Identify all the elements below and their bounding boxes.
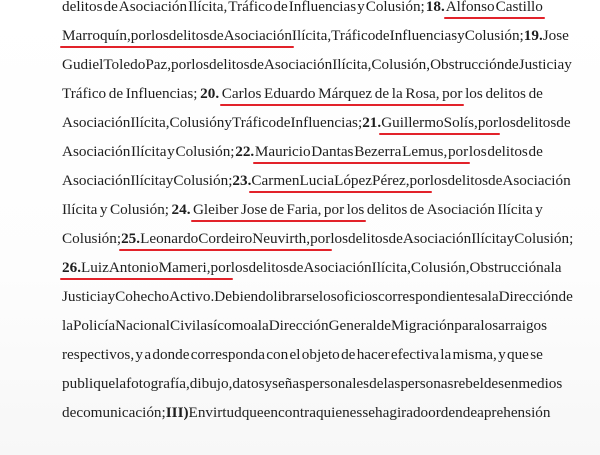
word: y [264,375,273,392]
text-line-content [62,143,543,161]
word: Justicia [62,288,108,305]
word: como [217,317,251,334]
word: efectiva [390,346,439,363]
word: Colusión; [62,230,122,247]
text-line [0,172,600,202]
word: a [144,346,152,363]
word: de [103,0,118,15]
word: señas [272,375,305,392]
word: Ilícita [131,143,167,160]
word: Alfonso [445,0,495,15]
word: los [498,114,516,131]
word: de [504,56,519,73]
text-line-content [62,230,574,248]
word: Asociación [303,259,372,276]
word: Carlos [221,85,262,102]
item-number: 21. [362,114,382,131]
word: Colusión; [514,230,574,247]
word: de [558,288,573,305]
word: quienes [315,404,363,421]
word: la [62,317,73,334]
word: Colusión [169,114,225,131]
word: librarse [273,288,319,305]
word: Marroquín, [62,27,131,44]
word: que [506,346,529,363]
word: misma, [452,346,497,363]
word: Asociación [263,56,333,73]
word: y [564,56,572,73]
word: Activo. [169,288,215,305]
word: y [224,114,232,131]
word: Solís, [443,114,478,131]
text-line-content [62,0,543,16]
word: de [462,404,478,421]
word: Jose [542,27,569,44]
word: delitos [487,143,528,160]
text-line [0,201,600,231]
word: Ilícita [130,172,166,189]
text-line-content [62,114,571,132]
text-line [0,317,600,347]
text-line [0,27,600,57]
word: Dirección [498,288,559,305]
word: rebeldes [453,375,505,392]
word: Mameri, [158,259,211,276]
text-line-content [62,201,543,219]
word: corresponda [190,346,265,363]
word: Eduardo [264,85,316,102]
text-line-content [62,346,543,364]
word: Tráfico [62,85,107,102]
word: delitos [366,201,408,218]
red-underline-annotation [220,104,465,106]
word: Rosa, [405,85,440,102]
word: Toledo [103,56,146,73]
item-number: 18. [425,0,445,15]
word: delitos [62,0,103,15]
word: Neuvirth, [252,230,311,247]
word: en [263,404,278,421]
word: Dirección [268,317,329,334]
item-number: 22. [235,143,255,160]
word: la [440,346,452,363]
text-line-content [62,375,563,393]
word: Colusión; [109,201,170,218]
text-line-content [62,56,572,74]
text-line [0,56,600,86]
word: datos [232,375,265,392]
word: Obstrucción [469,259,544,276]
word: delitos [248,259,289,276]
red-underline-annotation [379,133,500,135]
word: Gudiel [62,56,104,73]
word: Luiz [80,259,109,276]
word: de [341,346,356,363]
word: Asociación [118,0,188,15]
word: Colusión; [365,0,425,15]
word: por [323,201,345,218]
word: Ilícita, [291,27,332,44]
word: de [288,259,304,276]
word: de [528,85,543,102]
red-underline-annotation [253,162,470,164]
word: personales [304,375,370,392]
text-line [0,259,600,289]
word: publique [62,375,116,392]
word: delitos [348,230,389,247]
word: de [376,317,391,334]
word: Migración [391,317,455,334]
word: los [429,172,448,189]
word: Asociación [402,230,472,247]
word: Paz, [145,56,172,73]
word: Jose [240,201,268,218]
word: Obstrucción [430,56,505,73]
word: Debiendo [214,288,274,305]
word: a [251,317,258,334]
word: que [241,404,264,421]
word: para [454,317,481,334]
word: los [318,288,337,305]
word: arraigos [498,317,548,334]
word: los [465,85,483,102]
word: Colusión; [464,27,524,44]
word: En [188,404,206,421]
word: de [108,85,124,102]
word: por [310,230,331,247]
word: Ilícita [471,230,507,247]
word: y [167,143,175,160]
word: la [487,288,499,305]
word: Asociación [502,172,571,189]
word: los [191,56,210,73]
word: de [409,201,425,218]
word: y [535,201,543,218]
text-line [0,404,600,434]
word: de [488,172,503,189]
word: personas [400,375,454,392]
word: delitos [515,114,557,131]
text-line-content [62,317,548,335]
word: Castillo [495,0,543,15]
word: el [289,346,301,363]
word: General [328,317,377,334]
word: Ilícita [62,201,98,218]
word: ha [375,404,390,421]
word: Nacional [115,317,170,334]
word: las [383,375,401,392]
word: Carmen [251,172,300,189]
text-line-content [62,288,573,306]
red-underline-annotation [60,278,233,280]
text-line-content [62,172,571,190]
word: Asociación [426,201,495,218]
word: de [273,0,288,15]
word: contra [277,404,316,421]
red-underline-annotation [119,249,332,251]
text-line-content [62,404,551,422]
word: Asociación [62,143,131,160]
word: por [477,114,499,131]
text-line-content [62,85,543,103]
word: Leonardo [140,230,199,247]
word: Bezerra [354,143,402,160]
text-line [0,143,600,173]
word: Ilícita, [130,114,170,131]
word: Ilícita, [188,0,228,15]
item-number: 23. [232,172,252,189]
word: de [528,143,543,160]
word: Cohecho [115,288,170,305]
item-number: 26. [62,259,81,276]
word: a [480,288,488,305]
word: dibujo, [189,375,233,392]
word: de [556,114,571,131]
text-line-content [62,27,569,45]
word: Policía [72,317,116,334]
item-number: 20. [200,85,220,102]
word: delitos [485,85,526,102]
word: se [362,404,375,421]
word: de [375,27,390,44]
word: Justicia [518,56,565,73]
word: de [249,56,264,73]
word: de [269,201,284,218]
word: fotografía, [126,375,190,392]
word: y [357,0,365,15]
word: Dantas [311,143,354,160]
word: y [498,346,506,363]
word: Influencias; [125,85,198,102]
text-line [0,288,600,318]
word: se [530,346,543,363]
word: y [107,288,116,305]
word: Influencias [288,0,357,15]
word: Tráfico [228,0,273,15]
text-line [0,85,600,115]
word: Civil [169,317,201,334]
word: correspondientes [377,288,481,305]
word: Pérez, [372,172,410,189]
text-line-content [62,259,562,277]
word: Colusión, [410,259,470,276]
word: en [504,375,519,392]
word: Colusión, [371,56,431,73]
word: Márquez [318,85,373,102]
word: Lucia [299,172,335,189]
word: así [200,317,218,334]
word: Mauricio [254,143,311,160]
text-line [0,114,600,144]
word: con [266,346,289,363]
item-number: III) [165,404,189,421]
text-line [0,0,600,28]
text-line [0,346,600,376]
word: Lemus, [402,143,448,160]
word: delitos [447,172,489,189]
red-underline-annotation [249,191,431,193]
word: donde [152,346,190,363]
word: virtud [205,404,242,421]
word: los [346,201,365,218]
word: de [62,404,77,421]
word: de [388,230,403,247]
word: de [369,375,384,392]
word: y [165,172,174,189]
red-underline-annotation [60,46,294,48]
word: delitos [209,56,250,73]
word: respectivos, [62,346,135,363]
word: Tráfico [331,27,376,44]
word: hacer [356,346,390,363]
word: medios [518,375,563,392]
word: Guillermo [381,114,444,131]
word: por [447,143,469,160]
word: los [330,230,349,247]
word: Antonio [108,259,159,276]
item-number: 19. [523,27,543,44]
word: los [230,259,249,276]
word: la [257,317,269,334]
text-line [0,230,600,260]
word: de [276,114,291,131]
word: y [506,230,515,247]
word: por [442,85,463,102]
word: orden [428,404,463,421]
word: Cordeiro [198,230,253,247]
word: Ilícita, [371,259,411,276]
word: y [457,27,465,44]
word: oficios [336,288,378,305]
word: la [550,259,562,276]
word: Influencias [389,27,458,44]
word: de [374,85,390,102]
word: comunicación; [76,404,166,421]
word: Asociación [62,114,131,131]
word: delitos [168,27,210,44]
word: Asociación [62,172,131,189]
item-number: 24. [171,201,191,218]
word: por [409,172,430,189]
word: López [334,172,373,189]
word: Asociación [223,27,292,44]
word: objeto [301,346,340,363]
word: Ilícita, [332,56,372,73]
word: la [115,375,127,392]
red-underline-annotation [444,17,545,19]
word: Tráfico [232,114,277,131]
word: los [468,143,487,160]
word: Gleiber [192,201,239,218]
word: por [210,259,231,276]
word: Faria, [286,201,322,218]
text-line [0,375,600,405]
word: a [543,259,551,276]
word: Colusión; [175,143,235,160]
word: y [135,346,144,363]
word: la [391,85,403,102]
item-number: 25. [121,230,141,247]
word: aprehensión [477,404,551,421]
word: girado [389,404,429,421]
word: por [130,27,152,44]
word: Influencias; [290,114,363,131]
word: Ilícita [497,201,533,218]
word: por [171,56,192,73]
word: los [480,317,499,334]
word: de [209,27,224,44]
red-underline-annotation [191,220,366,222]
word: y [99,201,108,218]
word: Colusión; [173,172,233,189]
word: los [151,27,169,44]
